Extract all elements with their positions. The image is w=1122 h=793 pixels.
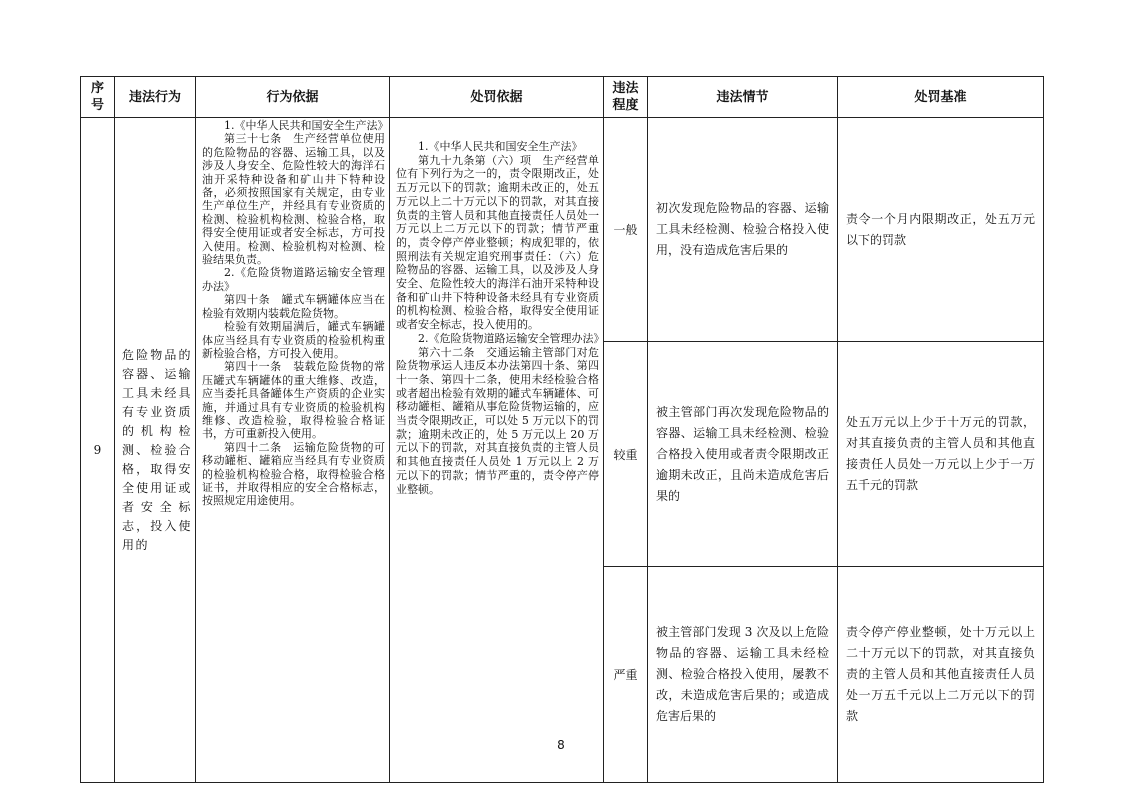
standard-serious: 处五万元以上少于十万元的罚款，对其直接负责的主管人员和其他直接责任人员处一万元以上少于一万五千元的罚款 [838, 342, 1044, 567]
header-situation: 违法情节 [648, 77, 838, 118]
standard-severe: 责令停产停业整顿，处十万元以上二十万元以下的罚款，对其直接负责的主管人员和其他直接责任人员处一万五千元以上二万元以下的罚款 [838, 567, 1044, 783]
row-number: 9 [81, 118, 115, 783]
standard-general: 责令一个月内限期改正，处五万元以下的罚款 [838, 118, 1044, 342]
basis-paragraph: 第三十七条 生产经营单位使用的危险物品的容器、运输工具，以及涉及人身安全、危险性较大的海洋石油开采特种设备和矿山井下特种设备，必须按照国家有关规定，由专业生产单位生产，并经具有专业资质的检测、检验机构检测、检验合格，取得安全使用证或者安全标志，方可投入使用。检测、检验机构对检测、检验结果负责。 [202, 132, 385, 267]
basis-paragraph: 第四十一条 装载危险货物的常压罐式车辆罐体的重大维修、改造，应当委托具备罐体生产资质的企业实施，并通过具有专业资质的检验机构维修、改造检验，取得检验合格证书，方可重新投入使用。 [202, 360, 385, 441]
header-no-text: 序号 [90, 81, 104, 113]
header-act: 违法行为 [115, 77, 196, 118]
penalty-paragraph: 2.《危险货物道路运输安全管理办法》 [418, 331, 605, 345]
header-row [81, 77, 1044, 118]
level-serious: 较重 [604, 342, 648, 567]
violation-act: 危险物品的容器、运输工具未经具有专业资质的机构检测、检验合格，取得安全使用证或者安全标志，投入使用的 [115, 118, 196, 783]
header-level-text: 违法程度 [612, 81, 639, 113]
header-standard: 处罚基准 [838, 77, 1044, 118]
page-number: 8 [557, 738, 565, 752]
header-basis: 行为依据 [196, 77, 390, 118]
table-row [81, 118, 1044, 342]
penalty-paragraph: 第九十九条第（六）项 生产经营单位有下列行为之一的，责令限期改正，处五万元以下的罚款；逾期未改正的，处五万元以上二十万元以下的罚款，对其直接负责的主管人员和其他直接责任人员处一万元以上二万元以下的罚款；情节严重的，责令停产停业整顿；构成犯罪的，依照刑法有关规定追究刑事责任：（六）危险物品的容器、运输工具，以及涉及人身安全、危险性较大的海洋石油开采特种设备和矿山井下特种设备未经具有专业资质的机构检测、检验合格，取得安全使用证或者安全标志，投入使用的。 [396, 153, 599, 332]
header-no [81, 77, 115, 118]
basis-paragraph: 1.《中华人民共和国安全生产法》 [224, 119, 389, 132]
header-level [604, 77, 648, 118]
situation-severe: 被主管部门发现 3 次及以上危险物品的容器、运输工具未经检测、检验合格投入使用，屡教不改，未造成危害后果的；或造成危害后果的 [648, 567, 838, 783]
situation-serious: 被主管部门再次发现危险物品的容器、运输工具未经检测、检验合格投入使用或者责令限期改正逾期未改正，且尚未造成危害后果的 [648, 342, 838, 567]
level-general: 一般 [604, 118, 648, 342]
penalty-paragraph: 第六十二条 交通运输主管部门对危险货物承运人违反本办法第四十条、第四十一条、第四十二条，使用未经检验合格或者超出检验有效期的罐式车辆罐体、可移动罐柜、罐箱从事危险货物运输的，应当责令限期改正，可以处 5 万元以下的罚款；逾期未改正的，处 5 万元以上 20 万元以下的罚款，对其直接负责的主管人员和其他直接责任人员处 1 万元以上 2 万元以下的罚款；情节严重的，责令停产停业整顿。 [396, 345, 599, 496]
situation-general: 初次发现危险物品的容器、运输工具未经检测、检验合格投入使用，没有造成危害后果的 [648, 118, 838, 342]
header-penalty: 处罚依据 [390, 77, 604, 118]
basis-paragraph: 检验有效期届满后，罐式车辆罐体应当经具有专业资质的检验机构重新检验合格，方可投入使用。 [202, 320, 385, 360]
penalty-paragraph: 1.《中华人民共和国安全生产法》 [418, 140, 583, 153]
penalty-basis [390, 118, 604, 783]
basis-paragraph: 第四十二条 运输危险货物的可移动罐柜、罐箱应当经具有专业资质的检验机构检验合格，取得检验合格证书，并取得相应的安全合格标志，按照规定用途使用。 [202, 440, 385, 508]
behavior-basis [196, 118, 390, 783]
level-severe: 严重 [604, 567, 648, 783]
penalty-standard-table [80, 76, 1044, 783]
basis-paragraph: 第四十条 罐式车辆罐体应当在检验有效期内装载危险货物。 [202, 293, 385, 320]
basis-paragraph: 2.《危险货物道路运输安全管理办法》 [202, 266, 385, 293]
